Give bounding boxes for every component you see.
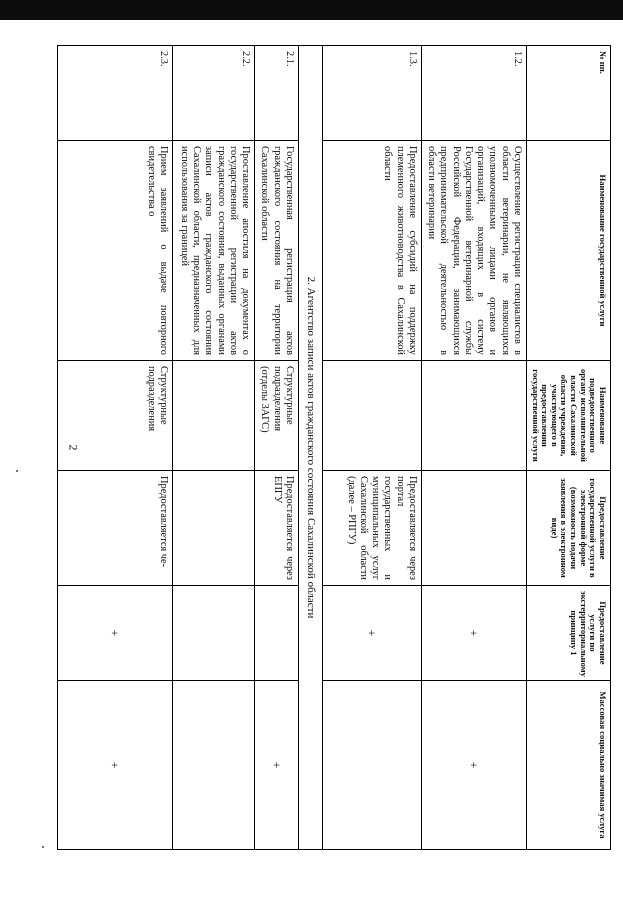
row-mass xyxy=(322,681,421,850)
top-dark-bar xyxy=(0,0,623,20)
row-authority: Структурные подразделения (отделы ЗАГС) xyxy=(255,361,299,471)
row-authority: Структурные подразделения xyxy=(58,361,173,471)
header-mass: Массовая социально значимая услуга xyxy=(527,681,611,850)
table-row xyxy=(255,46,299,850)
header-name: Наименование государственной услуги xyxy=(527,141,611,361)
header-authority: Наименование подведомственного органу исполнительной власти Сахалинской области учреждения, участвующего в предоставлении государственной услуги xyxy=(527,361,611,471)
row-extraterritorial: + xyxy=(421,586,526,681)
scan-speck xyxy=(16,470,18,472)
header-extraterritorial: Предоставление услуги по экстерриториальному принципу 1 xyxy=(527,586,611,681)
row-extraterritorial: + xyxy=(58,586,173,681)
scan-speck xyxy=(42,846,44,848)
row-electronic xyxy=(173,471,255,586)
section-row xyxy=(298,46,322,850)
row-extraterritorial xyxy=(173,586,255,681)
row-mass: + xyxy=(255,681,299,850)
row-extraterritorial xyxy=(255,586,299,681)
row-authority xyxy=(421,361,526,471)
row-electronic: Предоставляется через портал государственных и муниципальных услуг Сахалинской области (далее – РПГУ) xyxy=(322,471,421,586)
row-mass: + xyxy=(58,681,173,850)
row-num: 1.3. xyxy=(322,46,421,141)
row-mass: + xyxy=(421,681,526,850)
row-name: Государственная регистрация актов гражданского состояния на территории Сахалинской области xyxy=(255,141,299,361)
header-row xyxy=(527,46,611,850)
row-num: 2.1. xyxy=(255,46,299,141)
row-name: Осуществление регистрации специалистов в области ветеринарии, не являющихся уполномоченными лицами органов и организаций, входящих в систему Государственной ветеринарной службы Российской Федерации, занимающихся предпринимательской деятельностью в области ветеринарии xyxy=(421,141,526,361)
table-row xyxy=(173,46,255,850)
row-extraterritorial: + xyxy=(322,586,421,681)
page-number: 2 xyxy=(66,444,81,451)
row-mass xyxy=(173,681,255,850)
table-row xyxy=(421,46,526,850)
row-name: Предоставление субсидий на поддержку племенного животноводства в Сахалинской области xyxy=(322,141,421,361)
row-authority xyxy=(322,361,421,471)
row-name: Прием заявлений о выдаче повторного свидетельства о xyxy=(58,141,173,361)
row-electronic: Предоставляется че- xyxy=(58,471,173,586)
row-electronic: Предоставляется через ЕПГУ xyxy=(255,471,299,586)
row-num: 2.3. xyxy=(58,46,173,141)
table-row xyxy=(322,46,421,850)
header-num: № пп. xyxy=(527,46,611,141)
row-name: Проставление апостиля на документах о государственной регистрации актов гражданского состояния, выданных органами записи актов гражданского состояния Сахалинской области, предназначенных для использования за границей xyxy=(173,141,255,361)
header-electronic: Предоставление государственной услуги в электронной форме (возможность подачи заявления в электронном виде) xyxy=(527,471,611,586)
row-num: 1.2. xyxy=(421,46,526,141)
services-table xyxy=(57,45,611,850)
row-num: 2.2. xyxy=(173,46,255,141)
section-title: 2. Агентство записи актов гражданского состояния Сахалинской области xyxy=(298,46,322,850)
rotated-services-table xyxy=(99,45,611,849)
row-authority xyxy=(173,361,255,471)
row-electronic xyxy=(421,471,526,586)
table-row xyxy=(58,46,173,850)
